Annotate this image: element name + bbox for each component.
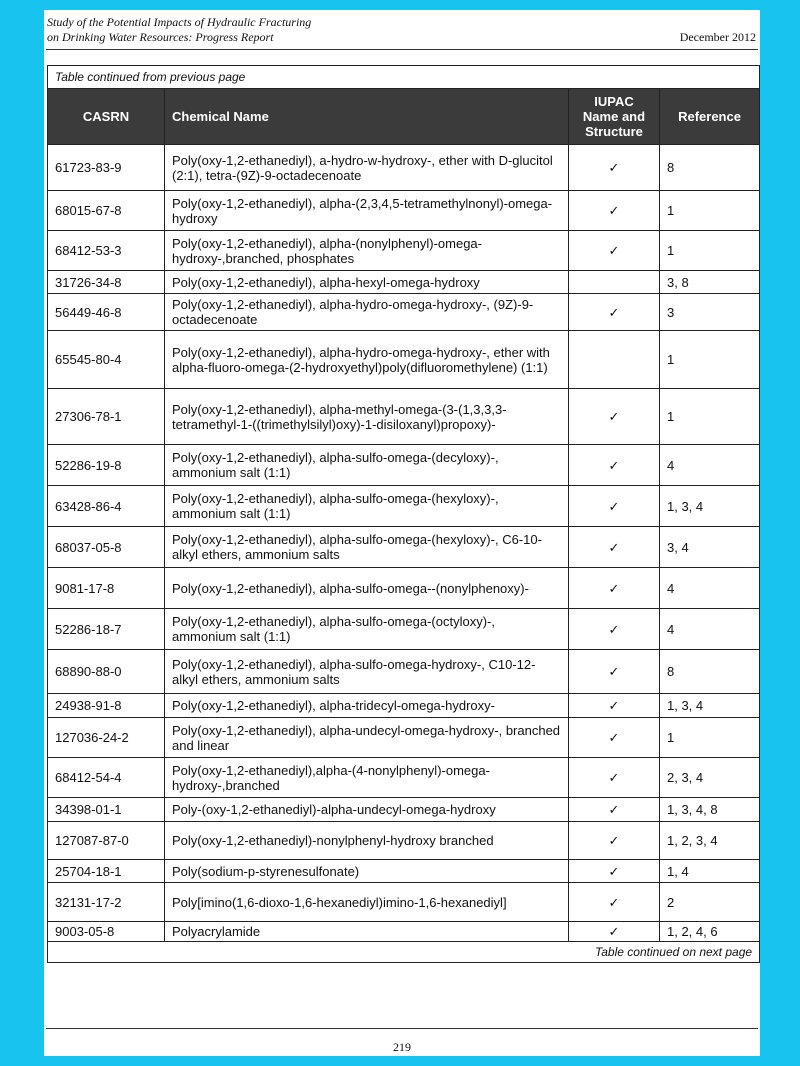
table-row — [48, 860, 760, 883]
table-row — [48, 609, 760, 650]
report-title — [47, 15, 311, 45]
casrn-cell: 65545-80-4 — [48, 331, 165, 389]
table-row — [48, 527, 760, 568]
iupac-check-cell: ✓ — [569, 798, 660, 822]
reference-cell: 1 — [660, 389, 760, 445]
casrn-cell: 68890-88-0 — [48, 650, 165, 694]
chemical-name-cell: Poly(oxy-1,2-ethanediyl), alpha-undecyl-omega-hydroxy-, branched and linear — [165, 718, 569, 758]
iupac-check-cell: ✓ — [569, 191, 660, 231]
chemical-name-cell: Poly-(oxy-1,2-ethanediyl)-alpha-undecyl-omega-hydroxy — [165, 798, 569, 822]
reference-cell: 1, 4 — [660, 860, 760, 883]
chemical-name-cell: Poly(oxy-1,2-ethanediyl), alpha-sulfo-omega-(decyloxy)-, ammonium salt (1:1) — [165, 445, 569, 486]
reference-cell: 1, 2, 3, 4 — [660, 822, 760, 860]
iupac-check-cell: ✓ — [569, 718, 660, 758]
table-row — [48, 922, 760, 942]
table-row — [48, 145, 760, 191]
table-row — [48, 568, 760, 609]
iupac-check-cell: ✓ — [569, 609, 660, 650]
chemical-name-cell: Poly(oxy-1,2-ethanediyl), alpha-hydro-omega-hydroxy-, (9Z)-9-octadecenoate — [165, 294, 569, 331]
column-header-reference: Reference — [660, 89, 760, 145]
reference-cell: 1 — [660, 718, 760, 758]
chemical-name-cell: Poly(oxy-1,2-ethanediyl), alpha-hexyl-omega-hydroxy — [165, 271, 569, 294]
reference-cell: 1, 3, 4 — [660, 486, 760, 527]
reference-cell: 8 — [660, 145, 760, 191]
casrn-cell: 9081-17-8 — [48, 568, 165, 609]
table-row — [48, 822, 760, 860]
casrn-cell: 61723-83-9 — [48, 145, 165, 191]
continued-on-row — [48, 942, 760, 963]
casrn-cell: 25704-18-1 — [48, 860, 165, 883]
table-row — [48, 191, 760, 231]
reference-cell: 1, 3, 4, 8 — [660, 798, 760, 822]
table-body — [48, 145, 760, 942]
casrn-cell: 68412-54-4 — [48, 758, 165, 798]
casrn-cell: 56449-46-8 — [48, 294, 165, 331]
table-row — [48, 798, 760, 822]
chemical-name-cell: Poly(oxy-1,2-ethanediyl), alpha-(2,3,4,5-tetramethylnonyl)-omega-hydroxy — [165, 191, 569, 231]
page-number: 219 — [393, 1040, 411, 1054]
reference-cell: 4 — [660, 445, 760, 486]
chemical-name-cell: Poly(sodium-p-styrenesulfonate) — [165, 860, 569, 883]
iupac-check-cell: ✓ — [569, 922, 660, 942]
reference-cell: 1, 3, 4 — [660, 694, 760, 718]
casrn-cell: 68412-53-3 — [48, 231, 165, 271]
casrn-cell: 127036-24-2 — [48, 718, 165, 758]
casrn-cell: 63428-86-4 — [48, 486, 165, 527]
iupac-check-cell: ✓ — [569, 860, 660, 883]
reference-cell: 3, 8 — [660, 271, 760, 294]
chemical-name-cell: Poly(oxy-1,2-ethanediyl), alpha-sulfo-omega--(nonylphenoxy)- — [165, 568, 569, 609]
column-header-chemical-name: Chemical Name — [165, 89, 569, 145]
casrn-cell: 27306-78-1 — [48, 389, 165, 445]
iupac-check-cell: ✓ — [569, 527, 660, 568]
iupac-check-cell: ✓ — [569, 694, 660, 718]
casrn-cell: 52286-18-7 — [48, 609, 165, 650]
iupac-check-cell: ✓ — [569, 389, 660, 445]
report-title-line2: on Drinking Water Resources: Progress Report — [47, 30, 274, 44]
table-row — [48, 694, 760, 718]
report-date: December 2012 — [679, 30, 756, 44]
iupac-check-cell: ✓ — [569, 822, 660, 860]
table-row — [48, 389, 760, 445]
chemical-name-cell: Polyacrylamide — [165, 922, 569, 942]
casrn-cell: 127087-87-0 — [48, 822, 165, 860]
iupac-check-cell: ✓ — [569, 650, 660, 694]
table-row — [48, 445, 760, 486]
iupac-check-cell: ✓ — [569, 883, 660, 922]
iupac-check-cell: ✓ — [569, 568, 660, 609]
chemical-name-cell: Poly(oxy-1,2-ethanediyl), alpha-tridecyl-omega-hydroxy- — [165, 694, 569, 718]
casrn-cell: 31726-34-8 — [48, 271, 165, 294]
continued-on-text: Table continued on next page — [48, 942, 760, 963]
reference-cell: 1 — [660, 231, 760, 271]
reference-cell: 8 — [660, 650, 760, 694]
chemical-name-cell: Poly(oxy-1,2-ethanediyl), alpha-sulfo-omega-(octyloxy)-, ammonium salt (1:1) — [165, 609, 569, 650]
casrn-cell: 68015-67-8 — [48, 191, 165, 231]
table-row — [48, 486, 760, 527]
table-row — [48, 758, 760, 798]
reference-cell: 3 — [660, 294, 760, 331]
column-header-casrn: CASRN — [48, 89, 165, 145]
iupac-check-cell: ✓ — [569, 145, 660, 191]
table-header-row — [48, 89, 760, 145]
reference-cell: 1, 2, 4, 6 — [660, 922, 760, 942]
chemical-table-container — [47, 65, 759, 963]
chemical-name-cell: Poly(oxy-1,2-ethanediyl), a-hydro-w-hydroxy-, ether with D-glucitol (2:1), tetra-(9Z)-9-octadecenoate — [165, 145, 569, 191]
reference-cell: 1 — [660, 191, 760, 231]
iupac-check-cell: ✓ — [569, 758, 660, 798]
header-rule — [46, 49, 758, 50]
iupac-check-cell: ✓ — [569, 294, 660, 331]
chemical-name-cell: Poly(oxy-1,2-ethanediyl), alpha-sulfo-omega-(hexyloxy)-, ammonium salt (1:1) — [165, 486, 569, 527]
reference-cell: 1 — [660, 331, 760, 389]
report-title-line1: Study of the Potential Impacts of Hydraulic Fracturing — [47, 15, 312, 29]
chemical-name-cell: Poly(oxy-1,2-ethanediyl), alpha-hydro-omega-hydroxy-, ether with alpha-fluoro-omega-(2-hydroxyethyl)poly(difluoromethylene) (1:1) — [165, 331, 569, 389]
chemical-name-cell: Poly[imino(1,6-dioxo-1,6-hexanediyl)imino-1,6-hexanediyl] — [165, 883, 569, 922]
chemical-name-cell: Poly(oxy-1,2-ethanediyl),alpha-(4-nonylphenyl)-omega-hydroxy-,branched — [165, 758, 569, 798]
chemical-name-cell: Poly(oxy-1,2-ethanediyl), alpha-sulfo-omega-hydroxy-, C10-12-alkyl ethers, ammonium salts — [165, 650, 569, 694]
iupac-check-cell — [569, 331, 660, 389]
continued-from-text: Table continued from previous page — [48, 66, 760, 89]
chemical-name-cell: Poly(oxy-1,2-ethanediyl), alpha-sulfo-omega-(hexyloxy)-, C6-10-alkyl ethers, ammonium salts — [165, 527, 569, 568]
footer-rule — [46, 1028, 758, 1029]
table-row — [48, 271, 760, 294]
casrn-cell: 52286-19-8 — [48, 445, 165, 486]
chemical-table — [47, 65, 760, 963]
chemical-name-cell: Poly(oxy-1,2-ethanediyl)-nonylphenyl-hydroxy branched — [165, 822, 569, 860]
iupac-check-cell: ✓ — [569, 445, 660, 486]
table-row — [48, 718, 760, 758]
casrn-cell: 24938-91-8 — [48, 694, 165, 718]
reference-cell: 2, 3, 4 — [660, 758, 760, 798]
iupac-check-cell: ✓ — [569, 486, 660, 527]
reference-cell: 4 — [660, 568, 760, 609]
column-header-iupac: IUPAC Name and Structure — [569, 89, 660, 145]
chemical-name-cell: Poly(oxy-1,2-ethanediyl), alpha-methyl-omega-(3-(1,3,3,3-tetramethyl-1-((trimethylsilyl)oxy)-1-disiloxanyl)propoxy)- — [165, 389, 569, 445]
reference-cell: 4 — [660, 609, 760, 650]
iupac-check-cell — [569, 271, 660, 294]
reference-cell: 2 — [660, 883, 760, 922]
casrn-cell: 32131-17-2 — [48, 883, 165, 922]
table-row — [48, 231, 760, 271]
continued-from-row — [48, 66, 760, 89]
iupac-check-cell: ✓ — [569, 231, 660, 271]
table-row — [48, 331, 760, 389]
casrn-cell: 68037-05-8 — [48, 527, 165, 568]
document-page — [44, 10, 760, 1056]
table-row — [48, 294, 760, 331]
reference-cell: 3, 4 — [660, 527, 760, 568]
chemical-name-cell: Poly(oxy-1,2-ethanediyl), alpha-(nonylphenyl)-omega-hydroxy-,branched, phosphates — [165, 231, 569, 271]
table-row — [48, 650, 760, 694]
casrn-cell: 9003-05-8 — [48, 922, 165, 942]
casrn-cell: 34398-01-1 — [48, 798, 165, 822]
table-row — [48, 883, 760, 922]
